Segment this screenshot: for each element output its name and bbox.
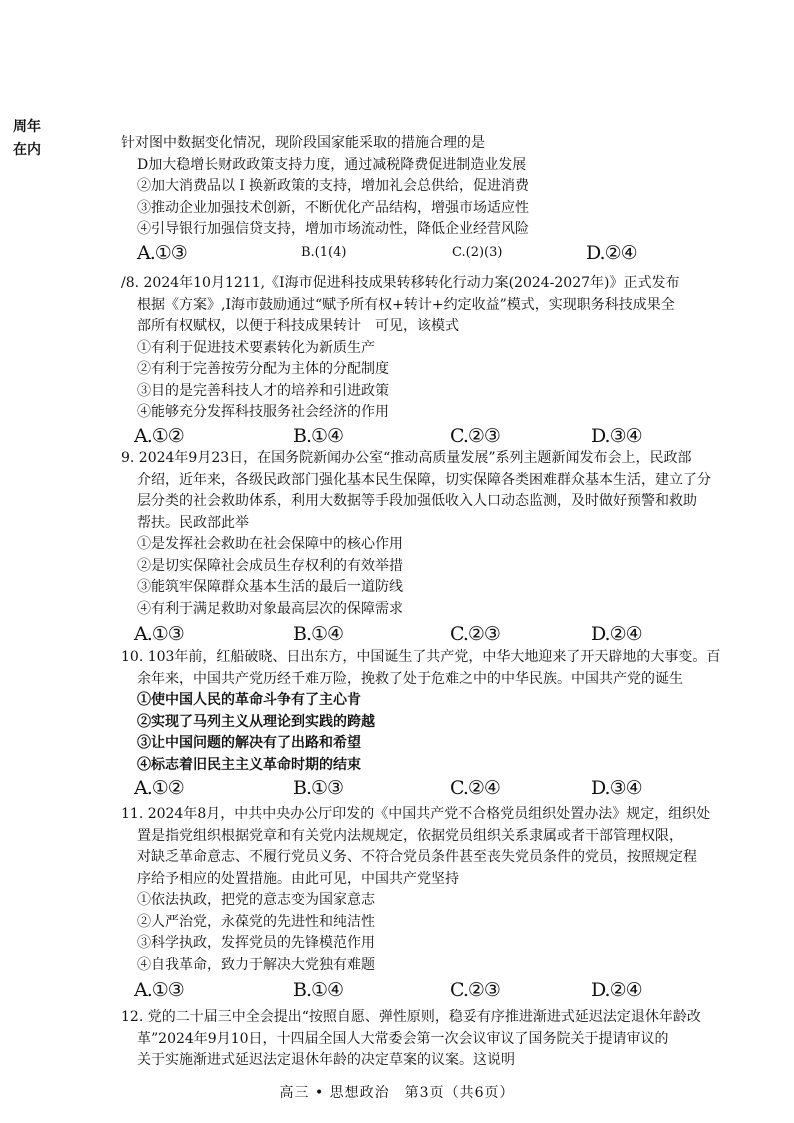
option-3: ③能筑牢保障群众基本生活的最后一道防线 (137, 579, 403, 595)
margin-note-1: 周年 (13, 119, 41, 135)
option-3: ③科学执政，发挥党员的先锋模范作用 (137, 935, 375, 951)
question-stem-line: 关于实施渐进式延迟法定退休年龄的决定草案的议案。这说明 (137, 1052, 515, 1068)
question-11 (121, 804, 711, 1005)
question-stem-line: 帮扶。民政部此举 (137, 514, 249, 531)
question-stem-line: 部所有权赋权，以便于科技成果转计 可见，该模式 (137, 318, 459, 334)
question-9 (121, 448, 711, 649)
choice-a: A.①③ (134, 623, 184, 645)
choice-c: C.②③ (450, 979, 500, 1001)
page-footer: 高三 • 思想政治 第3页（共6页） (279, 1085, 515, 1101)
choice-c: C.②③ (450, 424, 500, 447)
option-2: ②人严治党，永葆党的先进性和纯洁性 (137, 913, 375, 930)
option-1: D加大稳增长财政政策支持力度，通过减税降费促进制造业发展 (137, 156, 527, 173)
choice-b: B.(1(4) (301, 244, 347, 260)
option-4: ④引导银行加强信贷支持，增加市场流动性，降低企业经营风险 (137, 221, 529, 237)
question-stem-line: /8. 2024年10月1211,《I海市促进科技成果转移转化行动力案(2024-2027年)》正式发布 (121, 275, 680, 291)
choice-d: D.③④ (591, 424, 642, 447)
question-stem-line: 革”2024年9月10日，十四届全国人大常委会第一次会议审议了国务院关于提请审议的 (137, 1030, 669, 1047)
margin-note-2: 在内 (13, 142, 41, 158)
choice-a: A.①③ (137, 241, 187, 264)
question-10 (121, 647, 721, 803)
choice-b: B.①③ (293, 777, 344, 799)
option-1: ①使中国人民的革命斗争有了主心肯 (137, 692, 361, 708)
option-2: ②是切实保障社会成员生存权利的有效举措 (137, 557, 403, 574)
choice-b: B.①④ (293, 424, 344, 447)
choice-a: A.①② (134, 777, 184, 799)
option-4: ④标志着旧民主主义革命时期的结束 (137, 756, 361, 773)
question-stem-line: 层分类的社会救助体系，利用大数据等手段加强低收入人口动态监测，及时做好预警和救助 (137, 493, 697, 509)
choice-c: C.②③ (450, 623, 500, 645)
choice-a: A.①② (134, 424, 184, 447)
answer-choices (121, 979, 701, 1005)
question-stem-line: 置是指党组织根据党章和有关党内法规规定，依据党员组织关系隶属或者干部管理权限， (137, 827, 683, 844)
option-4: ④自我革命，致力于解决大党独有难题 (137, 956, 375, 973)
option-3: ③推动企业加强技术创新，不断优化产品结构，增强市场适应性 (137, 199, 529, 216)
option-1: ①是发挥社会救助在社会保障中的核心作用 (137, 536, 403, 552)
question-stem-line: 9. 2024年9月23日，在国务院新闻办公室“推动高质量发展”系列主题新闻发布会上，民政部 (121, 450, 692, 466)
choice-d: D.②④ (586, 241, 637, 264)
question-stem-line: 12. 党的二十届三中全会提出“按照自愿、弹性原则，稳妥有序推进渐进式延迟法定退休年龄改 (121, 1009, 701, 1025)
answer-choices (121, 777, 701, 803)
option-2: ②加大消费品以Ｉ换新政策的支持，增加礼会总供给，促进消费 (137, 178, 529, 194)
option-2: ②实现了马列主义从理论到实践的跨越 (137, 713, 375, 730)
option-3: ③让中国问题的解决有了出路和希望 (137, 735, 361, 751)
choice-d: D.②④ (591, 979, 642, 1001)
question-stem-line: 介绍，近年来，各级民政部门强化基本民生保障，切实保障各类困难群众基本生活，建立了分 (137, 471, 711, 488)
question-stem-line: 对缺乏革命意志、不履行党员义务、不符合党员条件甚至丧失党员条件的党员，按照规定程 (137, 849, 697, 865)
question-7 (121, 133, 701, 268)
question-stem-line: 序给予相应的处置措施。由此可见，中国共产党坚持 (137, 870, 459, 887)
question-stem-line: 10. 103年前，红船破晓、日出东方，中国诞生了共产党，中华大地迎来了开天辟地的大事变。百 (121, 649, 721, 665)
option-3: ③目的是完善科技人才的培养和引进政策 (137, 382, 389, 399)
answer-choices (121, 425, 701, 451)
option-4: ④有利于满足救助对象最高层次的保障需求 (137, 600, 403, 617)
question-stem-line: 根据《方案》,I海市鼓励通过“赋予所有权+转计+约定收益”模式，实现职务科技成果全 (137, 296, 675, 313)
choice-c: C.(2)(3) (452, 244, 503, 260)
question-stem: 针对图中数据变化情况，现阶段国家能采取的措施合理的是 (121, 135, 485, 151)
choice-c: C.②④ (450, 777, 500, 799)
answer-choices (121, 242, 701, 268)
question-8 (121, 273, 701, 451)
answer-choices (121, 623, 701, 649)
choice-b: B.①④ (293, 623, 344, 645)
choice-d: D.②④ (591, 623, 642, 645)
option-1: ①依法执政，把党的意志变为国家意志 (137, 892, 375, 908)
choice-d: D.③④ (591, 777, 642, 799)
question-stem-line: 11. 2024年8月，中共中央办公厅印发的《中国共产党不合格党员组织处置办法》规定，组织处 (121, 806, 711, 822)
choice-b: B.①④ (293, 979, 344, 1001)
option-2: ②有利于完善按劳分配为主体的分配制度 (137, 361, 389, 377)
question-stem-line: 余年来，中国共产党历经千难万险，挽救了处于危难之中的中华民族。中国共产党的诞生 (137, 670, 683, 687)
choice-a: A.①③ (134, 979, 184, 1001)
option-1: ①有利于促进技术要素转化为新质生产 (137, 339, 375, 356)
option-4: ④能够充分发挥科技服务社会经济的作用 (137, 404, 389, 420)
question-12 (121, 1007, 701, 1072)
